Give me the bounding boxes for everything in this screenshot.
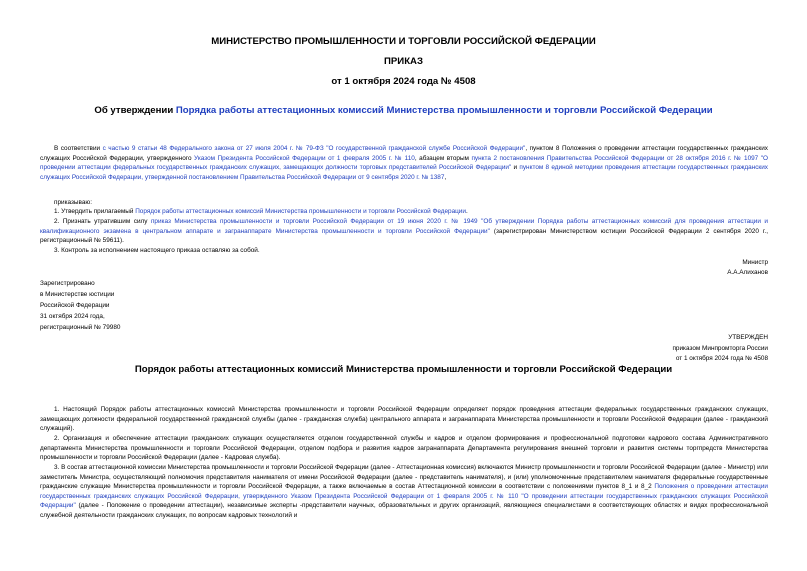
registration-line: Зарегистрировано xyxy=(40,280,95,287)
order-item-3: 3. Контроль за исполнением настоящего приказа оставляю за собой. xyxy=(54,247,260,254)
registration-line: регистрационный № 79980 xyxy=(40,324,121,331)
item-1-end: . xyxy=(465,208,468,215)
preamble-text-4: и xyxy=(511,164,520,172)
attestation-regulation-link[interactable]: Положения о проведении аттестации государственных гражданских служащих Российской Федерации, утвержденного Указом Президента Российской Федерации от 1 февраля 2005 г. № 110 "О проведении аттестации государственных гражданских служащих Российской Федерации" xyxy=(40,483,768,510)
item-1-text: 1. Утвердить прилагаемый xyxy=(54,208,136,215)
registration-line: 31 октября 2024 года, xyxy=(40,313,105,320)
paragraph-3-text: 3. В состав аттестационной комиссии Министерства промышленности и торговли Российской Федерации (далее - Аттестационная комиссия) включаются Министр промышленности и торговли Российской Федерации (далее - Министр) или заместитель Министра, осуществляющий полномочия представителя нанимателя от имени Российской Федерации (далее - представитель нанимателя), и (или) уполномоченные представителем нанимателя федеральные государственные гражданские служащие Министерства промышленности и торговли Российской Федерации, а также включаемые в состав Аттестационной комиссии в соответствии с положениями пунктов 8_1 и 8_2 xyxy=(40,464,768,491)
order-item-1 xyxy=(40,207,768,217)
methodology-1387-link[interactable]: пунктом 8 единой методики проведения аттестации государственных гражданских служащих Российской Федерации, утвержденной постановлением Правительства Российской Федерации от 9 сентября 2020 г. № 1387 xyxy=(40,164,768,181)
preamble-text-3: , абзацем вторым xyxy=(414,154,472,162)
body-paragraph-3 xyxy=(40,463,768,521)
approval-line: УТВЕРЖДЕН xyxy=(728,334,768,341)
preamble-paragraph xyxy=(40,144,768,182)
preamble-text-2: , пунктом 8 Положения о проведении аттестации государственных гражданских служащих Российской Федерации, утвержденного xyxy=(40,145,768,162)
order-1949-link[interactable]: приказ Министерства промышленности и торговли Российской Федерации от 19 июня 2020 г. № 1949 "Об утверждении Порядка работы аттестационных комиссий для проведения аттестации и квалификационного экзамена в центральном аппарате и загранаппарате Министерства промышленности и торговли Российской Федерации" xyxy=(40,218,769,235)
item-2-text: 2. Признать утратившим силу xyxy=(54,218,151,225)
document-date-number: от 1 октября 2024 года № 4508 xyxy=(331,76,476,87)
resolution-1097-link[interactable]: пункта 2 постановления Правительства Российской Федерации от 28 октября 2016 г. № 1097 "О проведении аттестации федеральных государственных гражданских служащих, замещающих должности торговых представителей Российской Федерации" xyxy=(40,154,768,172)
signature-position: Министр xyxy=(742,259,768,266)
section-title: Порядок работы аттестационных комиссий Министерства промышленности и торговли Российской Федерации xyxy=(134,364,673,375)
order-word: приказываю: xyxy=(54,199,92,206)
item-2-end: (зарегистрирован Министерством юстиции Российской Федерации 2 сентября 2020 г., регистрационный № 59611). xyxy=(40,227,768,245)
procedure-link[interactable]: Порядок работы аттестационных комиссий Министерства промышленности и торговли Российской Федерации xyxy=(135,208,466,215)
approval-line: приказом Минпромторга России xyxy=(672,345,768,352)
body-paragraph-2: 2. Организация и обеспечение аттестации гражданских служащих осуществляется отделом государственной службы и кадров и отделом формирования и профессиональной подготовки кадрового состава Административного департамента Министерства промышленности и торговли Российской Федерации, отделом подбора и развития кадров загранаппарата Департамента регулирования внешней торговли и развития системы торгпредств Министерства промышленности и торговли Российской Федерации (далее - Кадровая служба). xyxy=(40,435,768,462)
document-type: ПРИКАЗ xyxy=(384,56,423,67)
ministry-heading: МИНИСТЕРСТВО ПРОМЫШЛЕННОСТИ И ТОРГОВЛИ РОССИЙСКОЙ ФЕДЕРАЦИИ xyxy=(211,36,596,47)
order-item-2 xyxy=(40,217,768,246)
approval-line: от 1 октября 2024 года № 4508 xyxy=(675,355,768,362)
body-paragraph-1: 1. Настоящий Порядок работы аттестационных комиссий Министерства промышленности и торговли Российской Федерации определяет порядок проведения аттестации федеральных государственных гражданских служащих, замещающих должности федеральной государственной гражданской службы (далее - гражданская служба) центрального аппарата и загранаппарата Министерства промышленности и торговли Российской Федерации (далее - гражданский служащий). xyxy=(40,406,768,433)
registration-line: в Министерстве юстиции xyxy=(40,291,115,298)
document-title-link[interactable]: Порядка работы аттестационных комиссий Министерства промышленности и торговли Российской Федерации xyxy=(175,105,713,116)
preamble-text-1: В соответствии xyxy=(54,145,103,152)
paragraph-3-rest: (далее - Положение о проведении аттестации), независимые эксперты -представители научных, образовательных и других организаций, являющиеся специалистами в соответствующих областях и видах профессиональной служебной деятельности гражданских служащих, по вопросам кадровых технологий и xyxy=(40,502,768,519)
decree-110-link[interactable]: Указом Президента Российской Федерации от 1 февраля 2005 г. № 110 xyxy=(194,154,415,162)
registration-line: Российской Федерации xyxy=(40,302,110,309)
law-79-fz-link[interactable]: с частью 9 статьи 48 Федерального закона от 27 июля 2004 г. № 79-ФЗ "О государственной гражданской службе Российской Федерации" xyxy=(102,145,526,152)
document-title xyxy=(0,105,807,116)
preamble-text-5: , xyxy=(444,173,447,181)
document-title-prefix: Об утверждении xyxy=(94,105,176,116)
signature-name: А.А.Алиханов xyxy=(727,269,768,276)
